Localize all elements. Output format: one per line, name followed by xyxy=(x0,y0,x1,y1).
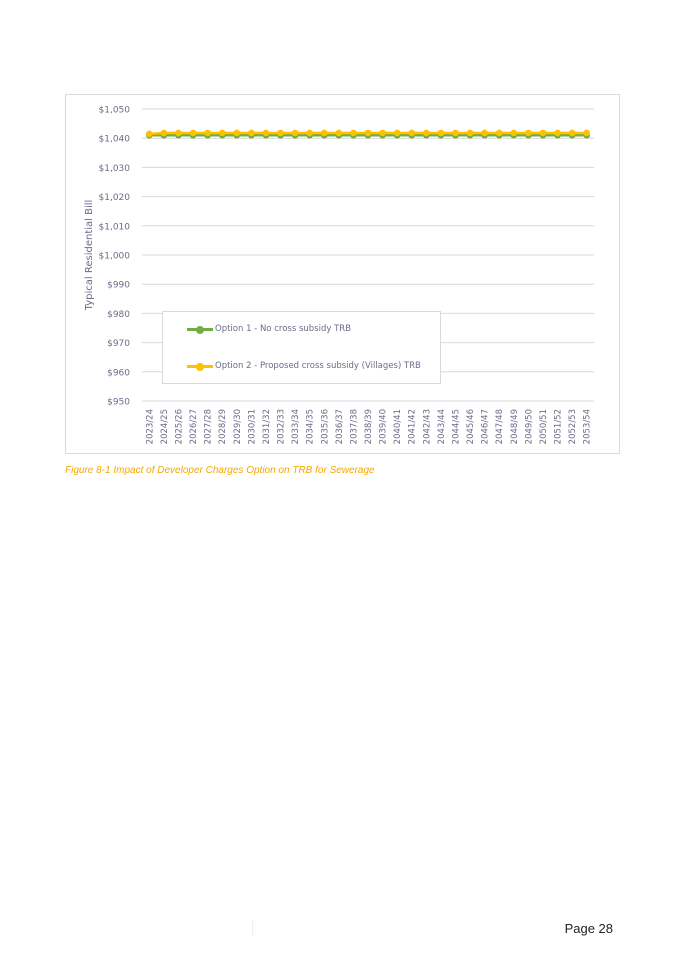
legend-swatch-option-1 xyxy=(187,322,213,336)
x-tick-label: 2028/29 xyxy=(218,409,229,445)
series-2-point xyxy=(438,130,445,137)
series-2-point xyxy=(277,130,284,137)
series-2-point xyxy=(350,130,357,137)
x-tick-label: 2025/26 xyxy=(174,409,185,445)
series-2-point xyxy=(175,130,182,137)
series-2-point xyxy=(467,130,474,137)
x-tick-label: 2030/31 xyxy=(247,409,258,445)
y-tick-label: $1,010 xyxy=(98,222,130,233)
x-tick-label: 2027/28 xyxy=(203,409,214,445)
series-2-point xyxy=(394,130,401,137)
series-2-point xyxy=(146,131,153,138)
x-tick-label: 2047/48 xyxy=(495,409,506,445)
footer-divider xyxy=(252,921,253,935)
x-tick-label: 2038/39 xyxy=(364,409,374,445)
series-2-point xyxy=(204,130,211,137)
series-2-point xyxy=(511,130,518,137)
y-tick-label: $950 xyxy=(107,397,130,408)
x-tick-label: 2045/46 xyxy=(466,409,477,445)
series-2-point xyxy=(190,130,197,137)
x-tick-label: 2050/51 xyxy=(538,409,549,445)
x-tick-label: 2040/41 xyxy=(393,409,404,445)
series-2-point xyxy=(583,130,590,137)
series-2-point xyxy=(365,130,372,137)
x-tick-label: 2034/35 xyxy=(305,409,316,445)
series-2-point xyxy=(540,130,547,137)
x-tick-label: 2036/37 xyxy=(334,409,345,445)
series-2-point xyxy=(306,130,313,137)
x-tick-label: 2032/33 xyxy=(276,409,287,445)
x-tick-label: 2035/36 xyxy=(320,409,331,445)
series-2-point xyxy=(321,130,328,137)
x-tick-label: 2033/34 xyxy=(291,409,302,445)
x-tick-label: 2041/42 xyxy=(407,409,418,445)
series-2-point xyxy=(219,130,226,137)
x-tick-label: 2031/32 xyxy=(261,409,272,445)
chart-legend xyxy=(162,311,441,384)
series-2-point xyxy=(233,130,240,137)
series-2-point xyxy=(408,130,415,137)
x-tick-label: 2024/25 xyxy=(159,409,170,445)
x-tick-label: 2053/54 xyxy=(582,409,593,445)
series-2-point xyxy=(263,130,270,137)
line-chart xyxy=(66,95,621,455)
x-tick-label: 2026/27 xyxy=(189,409,200,445)
series-2-point xyxy=(379,130,386,137)
x-tick-label: 2048/49 xyxy=(509,409,520,445)
x-tick-label: 2037/38 xyxy=(349,409,360,445)
x-tick-label: 2051/52 xyxy=(553,409,564,445)
series-2-point xyxy=(248,130,255,137)
x-tick-label: 2023/24 xyxy=(145,409,156,445)
series-2-point xyxy=(481,130,488,137)
series-2-point xyxy=(161,130,168,137)
legend-label-option-1: Option 1 - No cross subsidy TRB xyxy=(215,324,352,334)
y-tick-label: $1,000 xyxy=(98,251,130,262)
legend-swatch-option-2 xyxy=(187,359,213,373)
y-tick-label: $970 xyxy=(107,339,130,350)
series-2-point xyxy=(292,130,299,137)
legend-label-option-2: Option 2 - Proposed cross subsidy (Villages) TRB xyxy=(215,361,421,371)
y-tick-label: $1,020 xyxy=(98,193,130,204)
series-2-point xyxy=(423,130,430,137)
x-tick-label: 2044/45 xyxy=(451,409,462,445)
page-number: Page 28 xyxy=(564,921,613,936)
y-tick-label: $960 xyxy=(107,368,130,379)
x-tick-label: 2042/43 xyxy=(422,409,433,445)
x-tick-label: 2029/30 xyxy=(232,409,243,445)
legend-item-option-2 xyxy=(187,359,421,373)
series-2-point xyxy=(452,130,459,137)
figure-caption: Figure 8-1 Impact of Developer Charges Option on TRB for Sewerage xyxy=(65,465,375,476)
series-2-point xyxy=(336,130,343,137)
x-tick-label: 2049/50 xyxy=(524,409,535,445)
x-tick-label: 2052/53 xyxy=(568,409,579,445)
series-2-point xyxy=(569,130,576,137)
y-tick-label: $980 xyxy=(107,309,130,320)
x-tick-label: 2046/47 xyxy=(480,409,491,445)
series-2-point xyxy=(554,130,561,137)
y-tick-label: $1,030 xyxy=(98,163,130,174)
x-tick-label: 2039/40 xyxy=(378,409,389,445)
legend-item-option-1 xyxy=(187,322,351,336)
y-tick-label: $1,040 xyxy=(98,134,130,145)
series-2-point xyxy=(525,130,532,137)
x-tick-label: 2043/44 xyxy=(436,409,447,445)
series-2-point xyxy=(496,130,503,137)
y-tick-label: $1,050 xyxy=(98,105,130,116)
y-axis-title: Typical Residential Bill xyxy=(84,199,95,311)
chart-frame xyxy=(65,94,620,454)
y-tick-label: $990 xyxy=(107,280,130,291)
